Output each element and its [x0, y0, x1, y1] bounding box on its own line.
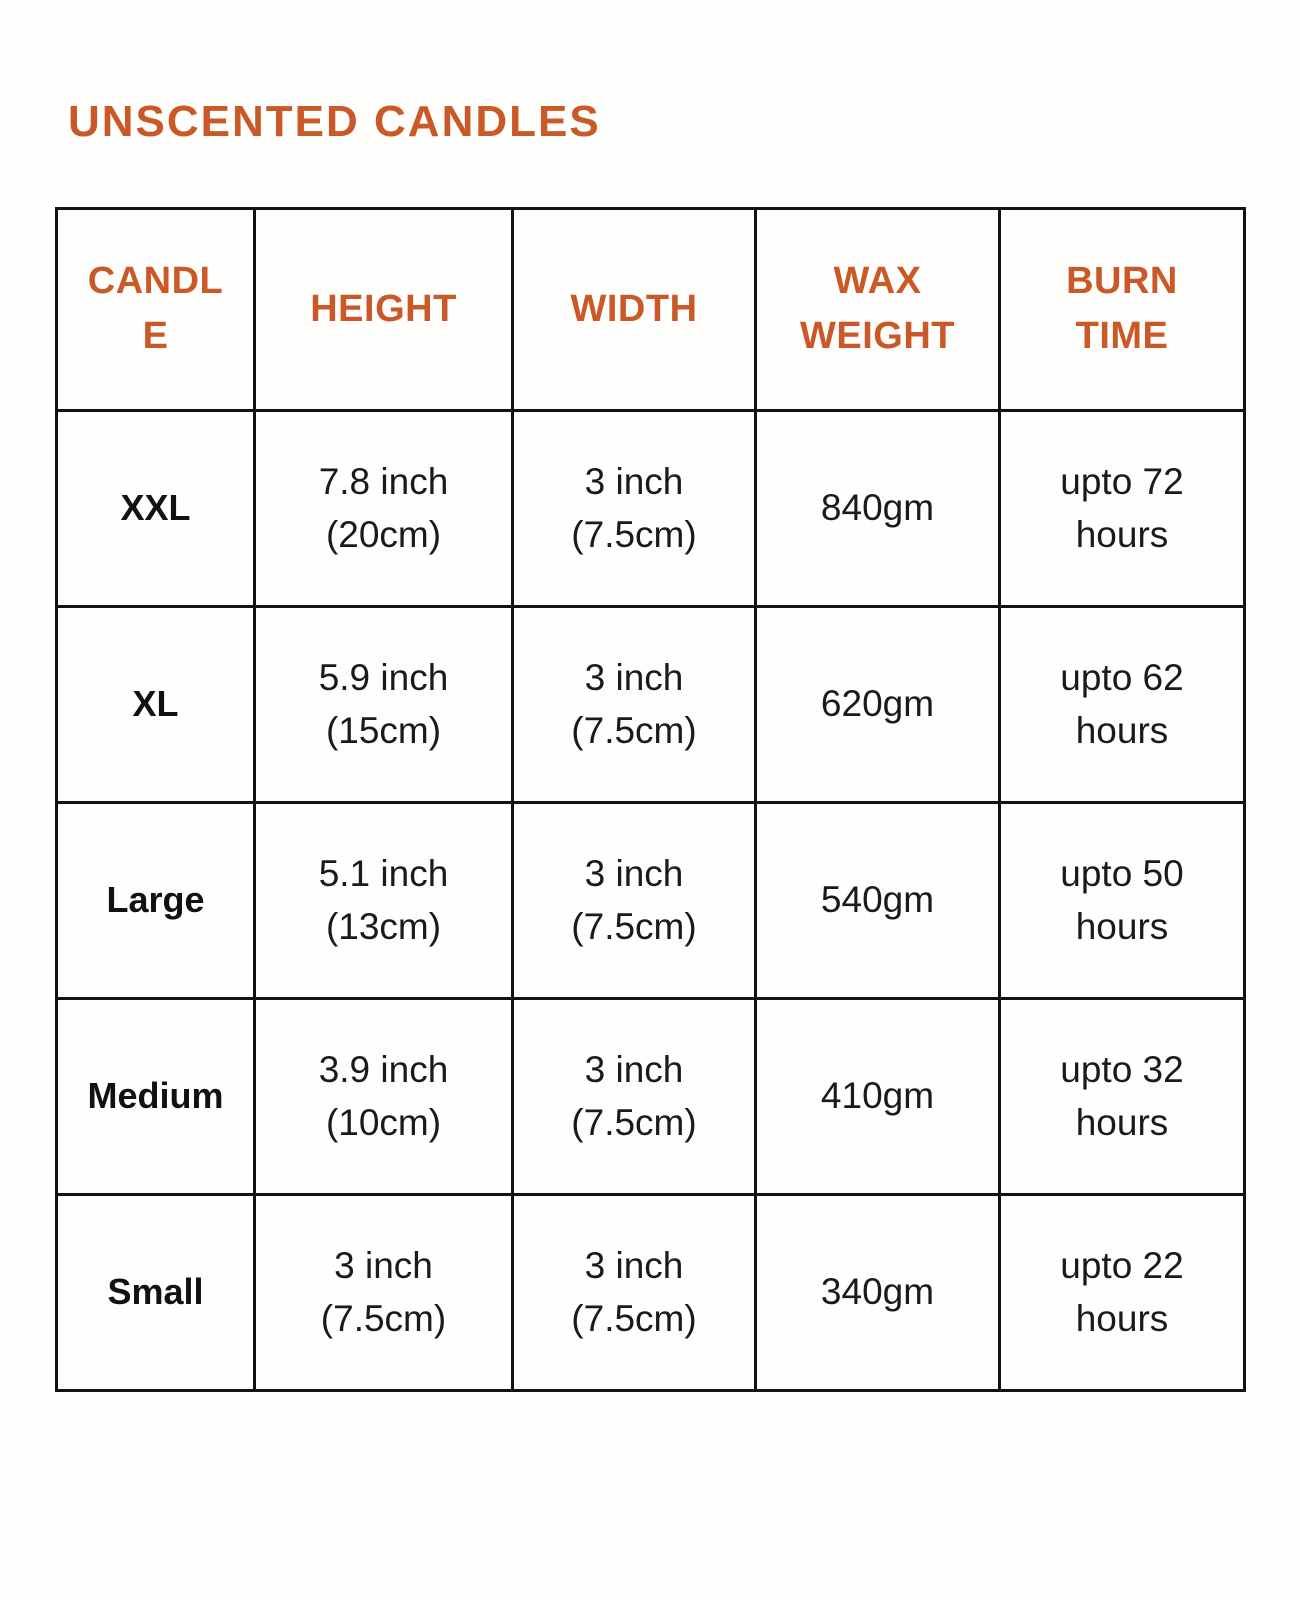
col-header-candle-label: CANDLE	[87, 260, 224, 358]
width-cell	[513, 802, 756, 998]
height-cell	[255, 998, 513, 1194]
burn-time-cell	[1000, 802, 1245, 998]
col-header-wax-weight	[756, 208, 1000, 410]
candle-size-cell	[57, 802, 255, 998]
candle-size-cell	[57, 998, 255, 1194]
col-header-wax-weight-label: WAX WEIGHT	[800, 260, 955, 358]
wax-weight-value: 410gm	[820, 1075, 935, 1117]
height-cell	[255, 802, 513, 998]
width-value: 3 inch (7.5cm)	[571, 1244, 697, 1340]
candle-size-cell	[57, 1194, 255, 1390]
burn-time-cell	[1000, 606, 1245, 802]
burn-time-cell	[1000, 410, 1245, 606]
height-value: 3.9 inch (10cm)	[318, 1048, 449, 1144]
width-cell	[513, 998, 756, 1194]
col-header-candle	[57, 208, 255, 410]
burn-time-cell	[1000, 998, 1245, 1194]
burn-time-cell	[1000, 1194, 1245, 1390]
table-row-xl	[57, 606, 1245, 802]
width-cell	[513, 410, 756, 606]
burn-time-value: upto 72 hours	[1060, 460, 1184, 556]
height-cell	[255, 606, 513, 802]
table-row-medium	[57, 998, 1245, 1194]
height-cell	[255, 410, 513, 606]
wax-weight-cell	[756, 998, 1000, 1194]
col-header-height-label: HEIGHT	[310, 287, 457, 330]
height-value: 5.1 inch (13cm)	[318, 852, 449, 948]
col-header-burn-time	[1000, 208, 1245, 410]
width-cell	[513, 606, 756, 802]
table-row-large	[57, 802, 1245, 998]
wax-weight-value: 620gm	[820, 683, 935, 725]
table-row-small	[57, 1194, 1245, 1390]
width-value: 3 inch (7.5cm)	[571, 1048, 697, 1144]
width-value: 3 inch (7.5cm)	[571, 852, 697, 948]
candle-size-chart-table	[55, 207, 1246, 1392]
wax-weight-value: 540gm	[820, 879, 935, 921]
candle-size-label: Large	[106, 879, 205, 921]
wax-weight-value: 340gm	[820, 1271, 935, 1313]
candle-size-label: Medium	[87, 1075, 224, 1117]
candle-size-cell	[57, 410, 255, 606]
wax-weight-cell	[756, 606, 1000, 802]
col-header-width-label: WIDTH	[570, 287, 698, 330]
height-cell	[255, 1194, 513, 1390]
wax-weight-cell	[756, 802, 1000, 998]
candle-size-cell	[57, 606, 255, 802]
burn-time-value: upto 50 hours	[1060, 852, 1184, 948]
candle-size-label: Small	[107, 1271, 204, 1313]
table-header-row	[57, 208, 1245, 410]
burn-time-value: upto 32 hours	[1060, 1048, 1184, 1144]
candle-size-label: XL	[132, 683, 179, 725]
col-header-burn-time-label: BURN TIME	[1066, 260, 1178, 358]
burn-time-value: upto 62 hours	[1060, 656, 1184, 752]
height-value: 5.9 inch (15cm)	[318, 656, 449, 752]
candle-size-label: XXL	[120, 487, 191, 529]
wax-weight-cell	[756, 1194, 1000, 1390]
height-value: 3 inch (7.5cm)	[320, 1244, 447, 1340]
width-value: 3 inch (7.5cm)	[571, 656, 697, 752]
table-row-xxl	[57, 410, 1245, 606]
burn-time-value: upto 22 hours	[1060, 1244, 1184, 1340]
width-cell	[513, 1194, 756, 1390]
wax-weight-value: 840gm	[820, 487, 935, 529]
col-header-height	[255, 208, 513, 410]
width-value: 3 inch (7.5cm)	[571, 460, 697, 556]
col-header-width	[513, 208, 756, 410]
height-value: 7.8 inch (20cm)	[318, 460, 449, 556]
page-title: UNSCENTED CANDLES	[68, 97, 601, 146]
wax-weight-cell	[756, 410, 1000, 606]
